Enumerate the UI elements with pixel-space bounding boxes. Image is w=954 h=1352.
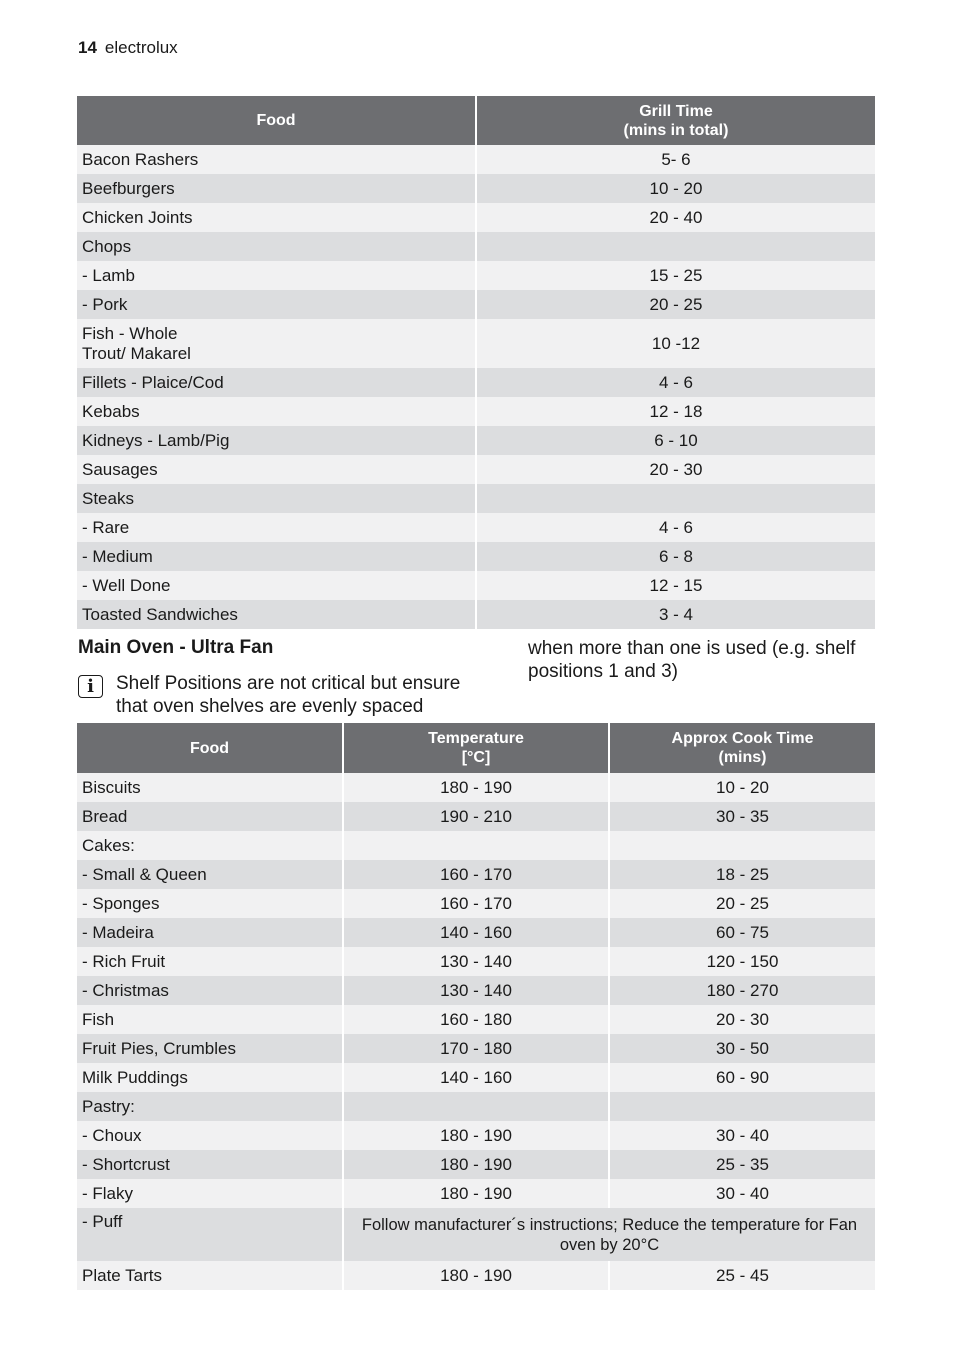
food-cell: Milk Puddings [77, 1063, 343, 1092]
value-cell: 180 - 190 [343, 773, 609, 802]
value-cell: 20 - 30 [609, 1005, 875, 1034]
value-cell: 140 - 160 [343, 918, 609, 947]
table-row [77, 1179, 875, 1208]
food-cell: Bread [77, 802, 343, 831]
column-header: Temperature [°C] [343, 723, 609, 773]
food-cell: Sausages [77, 455, 476, 484]
page-number: 14 [78, 38, 97, 57]
table-row [77, 802, 875, 831]
value-cell: 30 - 40 [609, 1121, 875, 1150]
table-row [77, 455, 875, 484]
table-row [77, 947, 875, 976]
value-cell [343, 1092, 609, 1121]
brand-name: electrolux [104, 38, 178, 57]
table-row [77, 1261, 875, 1290]
food-cell: Steaks [77, 484, 476, 513]
value-cell: 25 - 45 [609, 1261, 875, 1290]
value-cell: 4 - 6 [476, 368, 875, 397]
value-cell [609, 1092, 875, 1121]
table-row [77, 232, 875, 261]
table-row [77, 319, 875, 368]
food-cell: Biscuits [77, 773, 343, 802]
table-row [77, 1005, 875, 1034]
food-cell: - Shortcrust [77, 1150, 343, 1179]
ultra-fan-table [77, 723, 875, 1290]
value-cell: 190 - 210 [343, 802, 609, 831]
value-cell: 160 - 180 [343, 1005, 609, 1034]
value-cell: 60 - 75 [609, 918, 875, 947]
value-cell: 30 - 50 [609, 1034, 875, 1063]
value-cell [476, 484, 875, 513]
value-cell: 4 - 6 [476, 513, 875, 542]
table-row [77, 513, 875, 542]
food-cell: - Choux [77, 1121, 343, 1150]
table-row [77, 290, 875, 319]
food-cell: Fish - Whole Trout/ Makarel [77, 319, 476, 368]
food-cell: Fruit Pies, Crumbles [77, 1034, 343, 1063]
column-header: Grill Time (mins in total) [476, 96, 875, 145]
value-cell: 180 - 270 [609, 976, 875, 1005]
table-row [77, 773, 875, 802]
table-row [77, 542, 875, 571]
food-cell: Pastry: [77, 1092, 343, 1121]
value-cell: 140 - 160 [343, 1063, 609, 1092]
info-text-continued: when more than one is used (e.g. shelf positions 1 and 3) [528, 638, 856, 682]
table-row [77, 261, 875, 290]
value-cell: 130 - 140 [343, 947, 609, 976]
table-row [77, 831, 875, 860]
column-header: Approx Cook Time (mins) [609, 723, 875, 773]
value-cell: 20 - 25 [476, 290, 875, 319]
table-row [77, 145, 875, 174]
table-row [77, 1121, 875, 1150]
value-cell: Follow manufacturer´s instructions; Reduce the temperature for Fan oven by 20°C [343, 1208, 875, 1261]
value-cell: 25 - 35 [609, 1150, 875, 1179]
food-cell: Beefburgers [77, 174, 476, 203]
table-row [77, 1092, 875, 1121]
table-row [77, 203, 875, 232]
section-title: Main Oven - Ultra Fan [78, 637, 274, 658]
value-cell: 180 - 190 [343, 1121, 609, 1150]
value-cell: 120 - 150 [609, 947, 875, 976]
food-cell: Kebabs [77, 397, 476, 426]
value-cell: 15 - 25 [476, 261, 875, 290]
value-cell: 130 - 140 [343, 976, 609, 1005]
food-cell: Chops [77, 232, 476, 261]
value-cell: 6 - 10 [476, 426, 875, 455]
column-header: Food [77, 96, 476, 145]
value-cell: 20 - 25 [609, 889, 875, 918]
food-cell: - Rich Fruit [77, 947, 343, 976]
value-cell: 3 - 4 [476, 600, 875, 629]
table-row [77, 860, 875, 889]
value-cell: 10 - 20 [609, 773, 875, 802]
food-cell: - Well Done [77, 571, 476, 600]
value-cell: 20 - 30 [476, 455, 875, 484]
info-note [78, 672, 478, 718]
table-row [77, 1063, 875, 1092]
value-cell: 180 - 190 [343, 1150, 609, 1179]
food-cell: - Medium [77, 542, 476, 571]
table-row [77, 571, 875, 600]
table-row [77, 397, 875, 426]
value-cell: 12 - 18 [476, 397, 875, 426]
food-cell: - Rare [77, 513, 476, 542]
food-cell: - Small & Queen [77, 860, 343, 889]
food-cell: Fish [77, 1005, 343, 1034]
food-cell: - Pork [77, 290, 476, 319]
food-cell: Toasted Sandwiches [77, 600, 476, 629]
food-cell: - Madeira [77, 918, 343, 947]
value-cell: 160 - 170 [343, 860, 609, 889]
value-cell: 180 - 190 [343, 1261, 609, 1290]
table-row [77, 1034, 875, 1063]
column-header: Food [77, 723, 343, 773]
food-cell: Plate Tarts [77, 1261, 343, 1290]
value-cell: 6 - 8 [476, 542, 875, 571]
value-cell [476, 232, 875, 261]
value-cell: 60 - 90 [609, 1063, 875, 1092]
table-row [77, 1150, 875, 1179]
value-cell: 5- 6 [476, 145, 875, 174]
value-cell: 30 - 40 [609, 1179, 875, 1208]
value-cell: 10 -12 [476, 319, 875, 368]
value-cell: 20 - 40 [476, 203, 875, 232]
value-cell: 18 - 25 [609, 860, 875, 889]
info-icon: i [78, 675, 103, 698]
food-cell: - Puff [77, 1208, 343, 1261]
table-row [77, 600, 875, 629]
food-cell: - Lamb [77, 261, 476, 290]
food-cell: Bacon Rashers [77, 145, 476, 174]
table-row [77, 976, 875, 1005]
value-cell [609, 831, 875, 860]
value-cell [343, 831, 609, 860]
food-cell: - Christmas [77, 976, 343, 1005]
food-cell: - Flaky [77, 1179, 343, 1208]
table-row [77, 889, 875, 918]
value-cell: 30 - 35 [609, 802, 875, 831]
food-cell: Kidneys - Lamb/Pig [77, 426, 476, 455]
table-row [77, 918, 875, 947]
value-cell: 170 - 180 [343, 1034, 609, 1063]
table-row [77, 174, 875, 203]
food-cell: - Sponges [77, 889, 343, 918]
food-cell: Cakes: [77, 831, 343, 860]
value-cell: 12 - 15 [476, 571, 875, 600]
table-row [77, 484, 875, 513]
grill-time-table [77, 96, 875, 629]
page-header [78, 38, 178, 58]
value-cell: 180 - 190 [343, 1179, 609, 1208]
food-cell: Fillets - Plaice/Cod [77, 368, 476, 397]
value-cell: 10 - 20 [476, 174, 875, 203]
info-text: Shelf Positions are not critical but ensure that oven shelves are evenly spaced [116, 673, 461, 717]
table-row [77, 368, 875, 397]
food-cell: Chicken Joints [77, 203, 476, 232]
table-row [77, 1208, 875, 1261]
value-cell: 160 - 170 [343, 889, 609, 918]
table-row [77, 426, 875, 455]
